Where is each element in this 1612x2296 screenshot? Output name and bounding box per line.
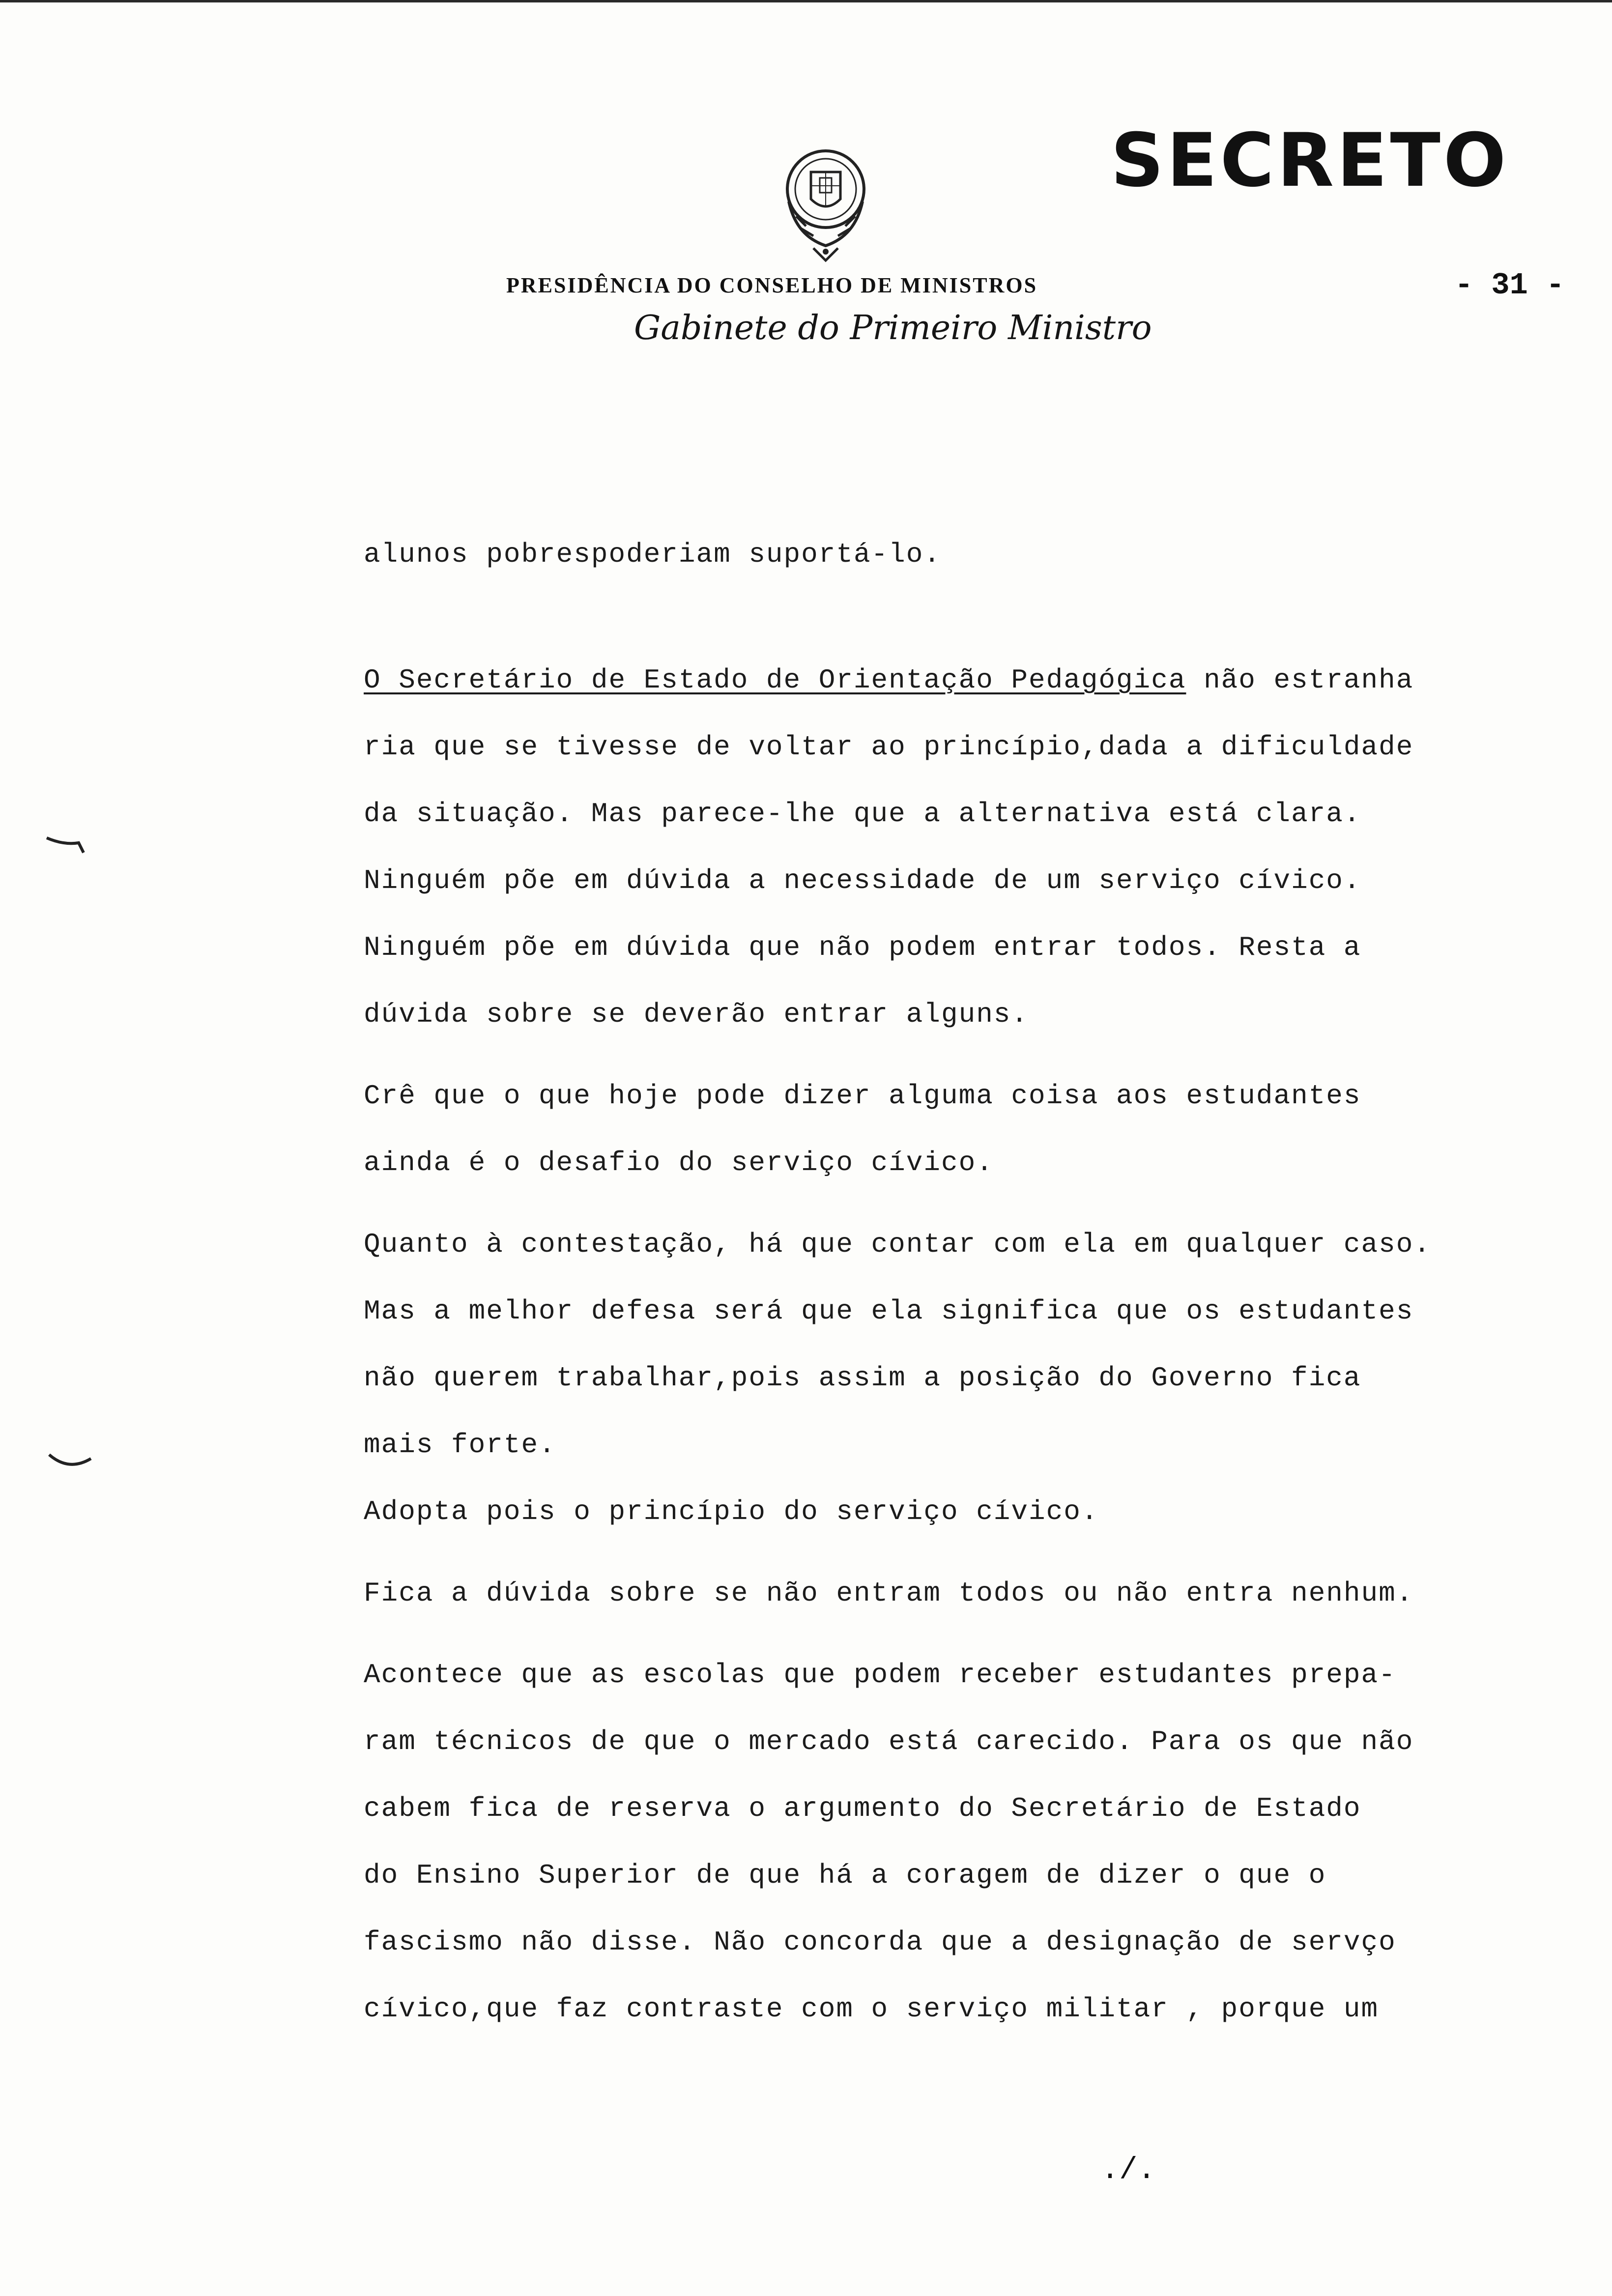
text-line: ram técnicos de que o mercado está carecido. Para os que não [364,1726,1414,1757]
margin-mark-curve [47,1450,96,1474]
text-line: cívico,que faz contraste com o serviço militar , porque um [364,1993,1379,2025]
coat-of-arms-emblem [767,143,885,270]
text-line: fascismo não disse. Não concorda que a designação de servço [364,1926,1396,1958]
text-line: do Ensino Superior de que há a coragem de dizer o que o [364,1860,1326,1891]
text-line: ria que se tivesse de voltar ao princípio,dada a dificuldade [364,731,1414,763]
margin-mark-arrow [44,831,93,855]
text-line: O Secretário de Estado de Orientação Pedagógica não estranha [364,664,1414,696]
classification-stamp: SECRETO [1111,118,1509,203]
text-line: dúvida sobre se deverão entrar alguns. [364,999,1029,1030]
text-line: cabem fica de reserva o argumento do Secretário de Estado [364,1793,1361,1824]
cabinet-subheading: Gabinete do Primeiro Ministro [634,309,1152,347]
text-line: Ninguém põe em dúvida a necessidade de um serviço cívico. [364,865,1361,896]
text-line: não querem trabalhar,pois assim a posição do Governo fica [364,1362,1361,1394]
text-line: mais forte. [364,1429,556,1461]
text-line: Fica a dúvida sobre se não entram todos ou não entra nenhum. [364,1578,1414,1609]
text-line: Acontece que as escolas que podem receber estudantes prepa- [364,1659,1396,1691]
text-line: Adopta pois o princípio do serviço cívico. [364,1496,1099,1527]
underlined-speaker: O Secretário de Estado de Orientação Pedagógica [364,664,1186,696]
text-line: Quanto à contestação, há que contar com ela em qualquer caso. [364,1229,1431,1260]
text-line: Ninguém põe em dúvida que não podem entrar todos. Resta a [364,932,1361,963]
office-heading: PRESIDÊNCIA DO CONSELHO DE MINISTROS [506,273,1038,297]
text-line: Mas a melhor defesa será que ela significa que os estudantes [364,1295,1414,1327]
continuation-mark: ./. [1101,2152,1156,2187]
top-border-line [0,0,1612,2]
text-line: ainda é o desafio do serviço cívico. [364,1147,994,1178]
text-line: alunos pobrespoderiam suportá-lo. [364,539,941,570]
page-number: - 31 - [1455,268,1565,303]
text-line: Crê que o que hoje pode dizer alguma coisa aos estudantes [364,1080,1361,1112]
text-line: da situação. Mas parece-lhe que a alternativa está clara. [364,798,1361,830]
body-text [364,521,1465,2042]
